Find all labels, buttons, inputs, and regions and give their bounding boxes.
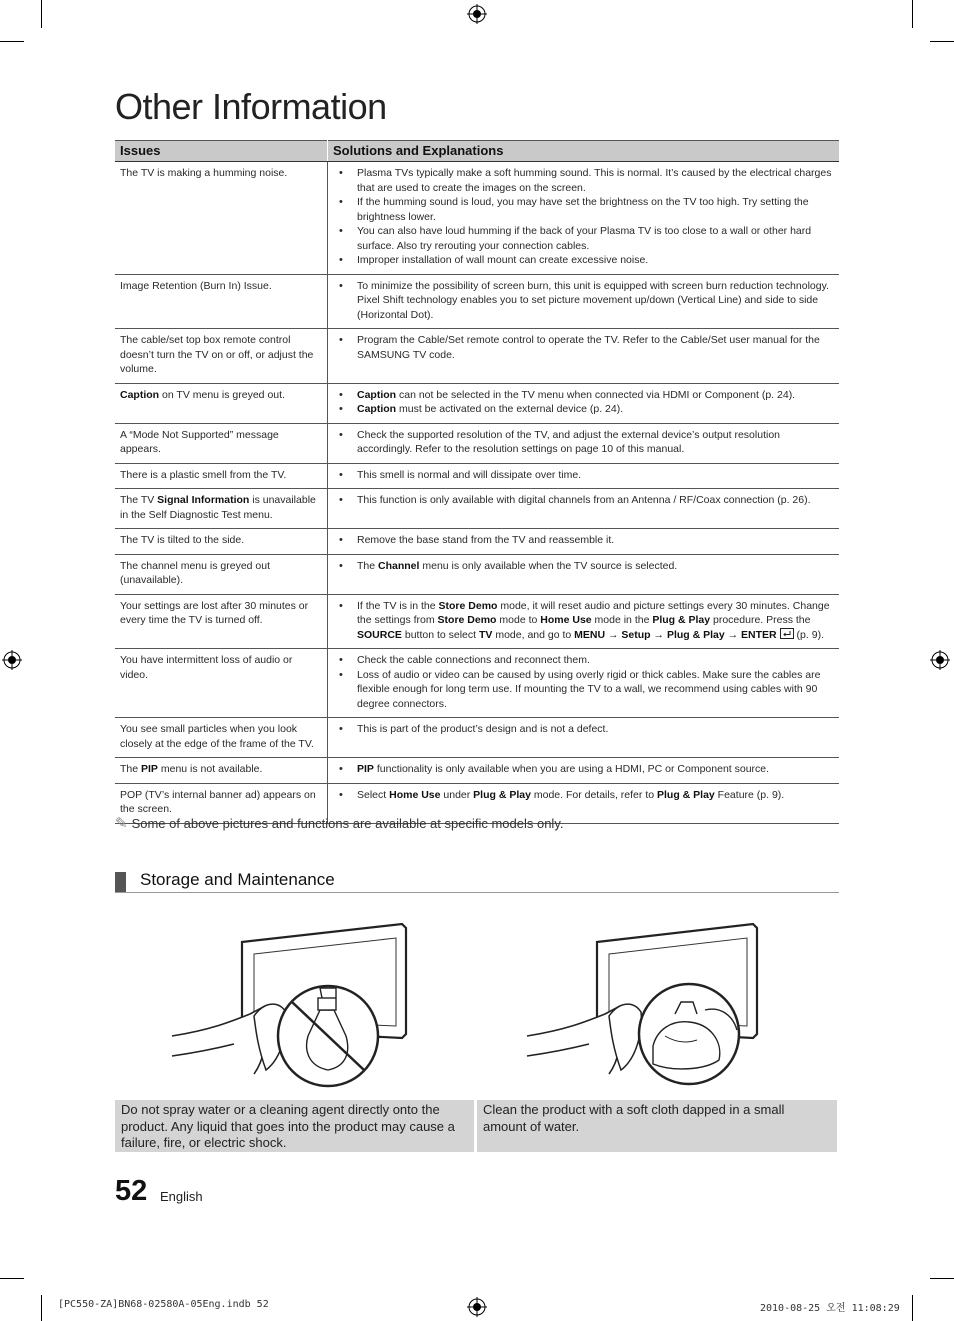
solution-bullet: • Improper installation of wall mount can create excessive noise. (357, 253, 834, 268)
solution-text: Feature (p. 9). (714, 788, 785, 801)
solution-cell (328, 489, 840, 529)
solution-bullet: • If the humming sound is loud, you may have set the brightness on the TV too high. Try setting the brightness lower. (357, 195, 834, 224)
issue-cell: The cable/set top box remote control doesn’t turn the TV on or off, or adjust the volume. (115, 329, 328, 384)
solution-cell (328, 329, 840, 384)
registration-mark-icon (467, 1297, 487, 1317)
crop-mark (0, 1278, 24, 1279)
menu-term: SOURCE (357, 628, 402, 641)
crop-mark (912, 1295, 913, 1321)
crop-mark (912, 0, 913, 28)
solution-text: functionality is only available when you are using a HDMI, PC or Component source. (373, 763, 770, 775)
solution-bullet (357, 402, 834, 417)
issue-cell (115, 383, 328, 423)
solution-text: mode to (496, 614, 541, 626)
issue-text: is unavailable in the Self Diagnostic Test menu. (120, 494, 316, 521)
table-row (115, 274, 839, 329)
menu-term: Caption (357, 388, 397, 401)
menu-term: Home Use (540, 614, 592, 626)
solution-bullet: • This is part of the product’s design and is not a defect. (357, 722, 834, 737)
table-row (115, 594, 839, 649)
solution-bullet: • Loss of audio or video can be caused by using overly rigid or thick cables. Make sure the cables are flexible enough for long term use. If mounting the TV to a wall, we recommend using cables with 90 degree connectors. (357, 668, 834, 712)
issue-cell: You see small particles when you look closely at the edge of the frame of the TV. (115, 718, 328, 758)
issue-cell: Image Retention (Burn In) Issue. (115, 274, 328, 329)
issue-text: The TV (120, 494, 158, 506)
solution-text: → (724, 628, 742, 641)
solution-cell (328, 463, 840, 489)
crop-mark (930, 41, 954, 42)
table-row (115, 463, 839, 489)
issue-text: The (120, 763, 142, 775)
menu-term: MENU (574, 628, 606, 641)
menu-term: Signal Information (157, 494, 250, 506)
issue-cell: The TV is tilted to the side. (115, 529, 328, 555)
menu-term: Plug & Play (473, 788, 531, 801)
issue-cell: There is a plastic smell from the TV. (115, 463, 328, 489)
solution-text: → (650, 628, 667, 641)
issue-cell: POP (TV’s internal banner ad) appears on the screen. (115, 783, 328, 823)
issue-cell: Your settings are lost after 30 minutes or every time the TV is turned off. (115, 594, 328, 649)
table-row (115, 423, 839, 463)
solution-bullet: • Check the supported resolution of the TV, and adjust the external device’s output resolution accordingly. Refer to the resolution settings on page 10 of this manual. (357, 428, 834, 457)
solution-text: can not be selected in the TV menu when connected via HDMI or Component (p. 24). (396, 388, 796, 401)
menu-term: Plug & Play (657, 788, 715, 801)
solution-cell (328, 423, 840, 463)
solution-bullet: • To minimize the possibility of screen burn, this unit is equipped with screen burn reduction technology. Pixel Shift technology enables you to set picture movement up/down (Vertical Line) and side to side (Horizontal Dot). (357, 279, 834, 323)
solution-cell (328, 274, 840, 329)
solution-bullet: • This smell is normal and will dissipate over time. (357, 468, 834, 483)
table-row (115, 554, 839, 594)
solution-cell (328, 758, 840, 784)
solution-bullet (357, 559, 834, 574)
registration-mark-icon (930, 650, 950, 670)
menu-term: TV (479, 628, 493, 641)
table-row (115, 529, 839, 555)
table-row (115, 489, 839, 529)
menu-term: Store Demo (438, 599, 498, 612)
menu-term: ENTER (741, 628, 777, 641)
solution-text: → (605, 628, 622, 641)
caption-clean-cloth: Clean the product with a soft cloth dapped in a small amount of water. (477, 1100, 837, 1152)
solution-cell (328, 718, 840, 758)
solution-cell (328, 649, 840, 718)
solution-bullet: • Plasma TVs typically make a soft humming sound. This is normal. It’s caused by the electrical charges that are used to create the images on the screen. (357, 166, 834, 195)
solution-bullet: • Check the cable connections and reconnect them. (357, 653, 834, 668)
solution-text: mode in the (591, 614, 653, 626)
solution-cell (328, 529, 840, 555)
solution-cell (328, 554, 840, 594)
enter-key-icon (780, 628, 794, 639)
solution-bullet: • Program the Cable/Set remote control to operate the TV. Refer to the Cable/Set user manual for the SAMSUNG TV code. (357, 333, 834, 362)
issue-text: menu is not available. (157, 763, 263, 775)
crop-mark (0, 41, 24, 42)
column-header-issues: Issues (115, 141, 328, 162)
menu-term: Store Demo (437, 614, 497, 626)
crop-mark (930, 1278, 954, 1279)
solution-bullet (357, 788, 834, 803)
issue-cell: You have intermittent loss of audio or video. (115, 649, 328, 718)
print-file-info: [PC550-ZA]BN68-02580A-05Eng.indb 52 (58, 1299, 269, 1310)
solution-bullet (357, 762, 834, 777)
menu-term: Home Use (389, 788, 441, 801)
table-header-row (115, 141, 839, 162)
solution-text: button to select (401, 628, 479, 641)
print-timestamp: 2010-08-25 오전 11:08:29 (760, 1303, 900, 1314)
menu-term: Channel (378, 559, 420, 572)
footnote (115, 814, 563, 832)
issue-cell (115, 489, 328, 529)
table-row (115, 329, 839, 384)
solution-cell (328, 594, 840, 649)
solution-text: mode, and go to (492, 628, 575, 641)
page-number: 52 (115, 1175, 148, 1207)
table-row (115, 649, 839, 718)
menu-term: PIP (357, 763, 374, 775)
registration-mark-icon (2, 650, 22, 670)
solution-text: menu is only available when the TV source is selected. (419, 559, 678, 572)
solution-bullet: • Remove the base stand from the TV and reassemble it. (357, 533, 834, 548)
issue-cell (115, 758, 328, 784)
solution-text: must be activated on the external device (p. 24). (396, 403, 624, 415)
issue-cell: The TV is making a humming noise. (115, 162, 328, 275)
issue-cell: The channel menu is greyed out (unavailable). (115, 554, 328, 594)
menu-term: PIP (141, 763, 158, 775)
table-row (115, 758, 839, 784)
do-not-spray-illustration (170, 918, 415, 1088)
solution-bullet (357, 388, 834, 403)
menu-term: Setup (621, 628, 651, 641)
table-row (115, 162, 839, 275)
page-title: Other Information (115, 86, 387, 127)
solution-text: under (440, 788, 474, 801)
crop-mark (41, 0, 42, 28)
section-heading (115, 870, 839, 893)
clean-with-cloth-illustration (525, 918, 770, 1088)
solution-text: mode, it will reset audio and picture settings every 30 minutes. Change the settings from (357, 599, 830, 626)
solution-text: procedure. Press the (710, 614, 811, 626)
menu-term: Plug & Play (652, 614, 711, 626)
troubleshooting-table (115, 140, 839, 824)
page-language: English (160, 1189, 203, 1204)
menu-term: Plug & Play (666, 628, 725, 641)
solution-text: mode. For details, refer to (530, 788, 657, 801)
caption-do-not-spray: Do not spray water or a cleaning agent directly onto the product. Any liquid that goes into the product may cause a failure, fire, or electric shock. (115, 1100, 474, 1152)
menu-term: Caption (357, 403, 397, 415)
solution-text: The (357, 559, 379, 572)
section-marker (115, 872, 126, 892)
solution-bullet: • You can also have loud humming if the back of your Plasma TV is too close to a wall or other hard surface. Also try rerouting your connection cables. (357, 224, 834, 253)
section-title: Storage and Maintenance (140, 870, 335, 889)
solution-cell (328, 383, 840, 423)
menu-term: Caption (120, 388, 160, 401)
crop-mark (41, 1295, 42, 1321)
issue-cell: A “Mode Not Supported” message appears. (115, 423, 328, 463)
solution-cell (328, 162, 840, 275)
solution-bullet: • This function is only available with digital channels from an Antenna / RF/Coax connection (p. 26). (357, 493, 834, 508)
pencil-note-icon: ✎ (115, 814, 128, 832)
solution-text: If the TV is in the (357, 599, 439, 612)
registration-mark-icon (467, 4, 487, 24)
issue-text: on TV menu is greyed out. (159, 388, 285, 401)
column-header-solutions: Solutions and Explanations (328, 141, 840, 162)
solution-bullet (357, 599, 834, 643)
footnote-text: Some of above pictures and functions are available at specific models only. (131, 816, 564, 831)
table-row (115, 718, 839, 758)
table-row (115, 383, 839, 423)
solution-text: Select (357, 788, 390, 801)
solution-text: (p. 9). (793, 628, 824, 641)
